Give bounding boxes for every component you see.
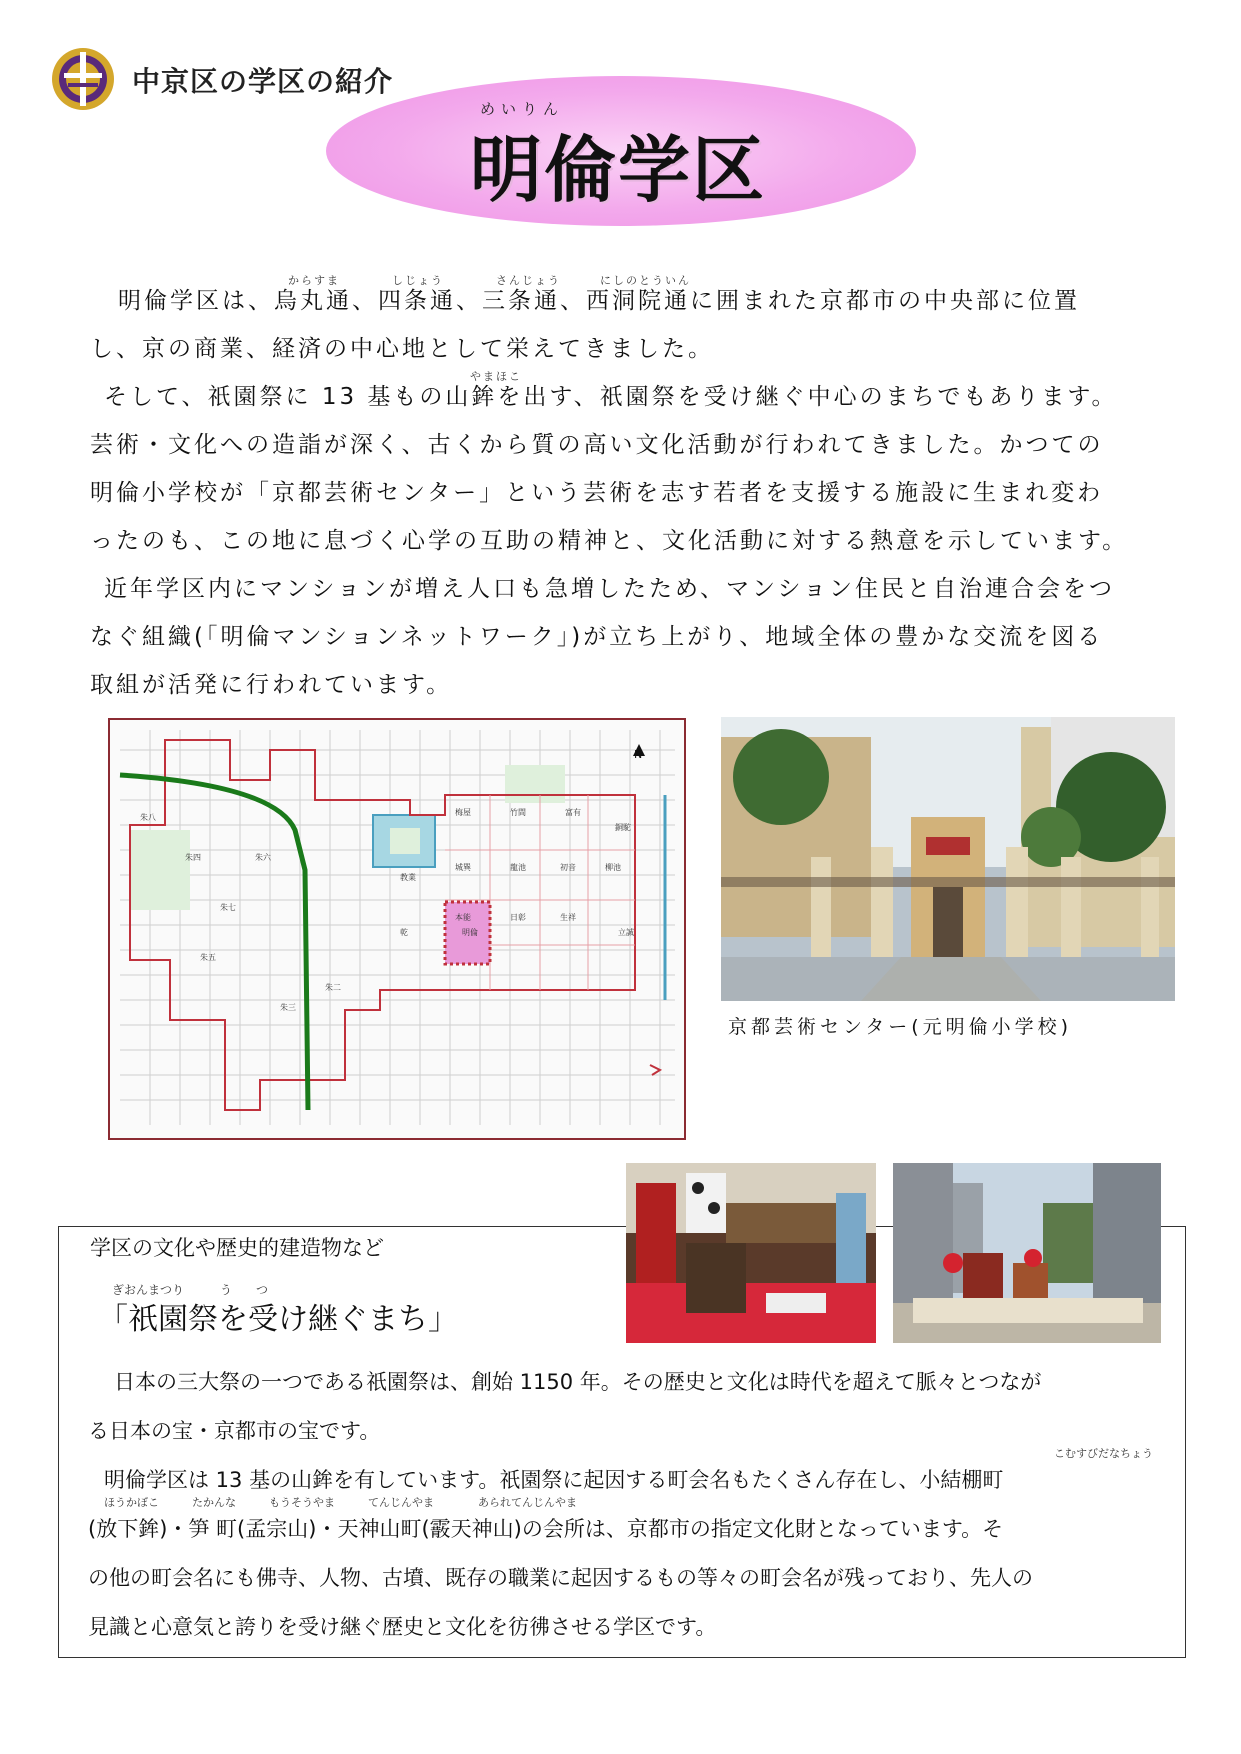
svg-text:柳池: 柳池 [605, 863, 621, 872]
intro-line-7: 近年学区内にマンションが増え人口も急増したため、マンション住民と自治連合会をつ [104, 576, 1116, 602]
photo-caption: 京都芸術センター(元明倫小学校) [728, 1016, 1073, 1038]
kyoto-art-center-photo [721, 717, 1175, 1001]
svg-text:朱八: 朱八 [140, 813, 156, 822]
svg-text:立誠: 立誠 [618, 928, 634, 937]
culture-p2-line-2: (放下鉾)・笋 町(孟宗山)・天神山町(霰天神山)の会所は、京都市の指定文化財となっています。そ [88, 1517, 1004, 1541]
svg-text:教業: 教業 [400, 873, 416, 882]
culture-title: 「祇園祭を受け継ぐまち」 [98, 1302, 458, 1337]
svg-text:朱三: 朱三 [280, 1003, 296, 1012]
intro-line-4: 芸術・文化への造詣が深く、古くから質の高い文化活動が行われてきました。かつての [90, 432, 1104, 458]
culture-p2-line-3: の他の町会名にも佛寺、人物、古墳、既存の職業に起因するもの等々の町会名が残っており、先人の [88, 1566, 1033, 1590]
intro-line-1: 明倫学区は、烏丸通、四条通、三条通、西洞院通に囲まれた京都市の中央部に位置 [118, 288, 1080, 314]
yamahoko-exhibit-photo [626, 1163, 876, 1343]
svg-text:本能: 本能 [455, 913, 471, 922]
svg-text:乾: 乾 [400, 928, 408, 937]
intro-line-2: し、京の商業、経済の中心地として栄えてきました。 [90, 336, 714, 362]
ward-emblem-logo [50, 46, 116, 112]
svg-text:朱二: 朱二 [325, 983, 341, 992]
svg-text:生祥: 生祥 [560, 913, 576, 922]
school-district-map [108, 718, 686, 1140]
ruby-chonai-names: ほうかぼこ たかんな もうそうやま てんじんやま あられてんじんやま [104, 1496, 577, 1509]
svg-text:朱四: 朱四 [185, 853, 201, 862]
intro-line-9: 取組が活発に行われています。 [90, 672, 453, 698]
ruby-street-names: からすま しじょう さんじょう にしのとういん [288, 274, 691, 287]
page-title: 明倫学区 [470, 128, 767, 212]
svg-text:朱五: 朱五 [200, 953, 216, 962]
culture-p2-line-1: 明倫学区は 13 基の山鉾を有しています。祇園祭に起因する町会名もたくさん存在し、小結棚町 [104, 1468, 1004, 1492]
culture-title-ruby: ぎおんまつり う つ [112, 1283, 269, 1297]
intro-line-6: ったのも、この地に息づく心学の互助の精神と、文化活動に対する熱意を示しています。 [90, 528, 1129, 554]
title-ruby: めいりん [480, 100, 565, 118]
header-label: 中京区の学区の紹介 [132, 65, 394, 98]
svg-text:明倫: 明倫 [462, 928, 478, 937]
map-drawing [110, 720, 684, 1138]
svg-text:城巽: 城巽 [455, 863, 471, 872]
svg-text:龍池: 龍池 [510, 863, 526, 872]
svg-text:富有: 富有 [565, 808, 581, 817]
svg-text:日彰: 日彰 [510, 913, 526, 922]
svg-text:初音: 初音 [560, 863, 576, 872]
culture-p2-line-4: 見識と心意気と誇りを受け継ぐ歴史と文化を彷彿させる学区です。 [88, 1615, 717, 1639]
culture-p1-line-1: 日本の三大祭の一つである祇園祭は、創始 1150 年。その歴史と文化は時代を超えて脈々とつなが [114, 1370, 1042, 1394]
culture-heading: 学区の文化や歴史的建造物など [90, 1236, 384, 1260]
svg-text:朱六: 朱六 [255, 853, 271, 862]
svg-text:銅駝: 銅駝 [615, 823, 631, 832]
intro-line-8: なぐ組織(「明倫マンションネットワーク」)が立ち上がり、地域全体の豊かな交流を図る [90, 624, 1104, 650]
intro-line-5: 明倫小学校が「京都芸術センター」という芸術を志す若者を支援する施設に生まれ変わ [90, 480, 1104, 506]
ruby-yamahoko: やまほこ [470, 370, 522, 383]
svg-text:梅屋: 梅屋 [455, 808, 471, 817]
culture-p1-line-2: る日本の宝・京都市の宝です。 [88, 1419, 381, 1443]
intro-line-3: そして、祇園祭に 13 基もの山鉾を出す、祇園祭を受け継ぐ中心のまちでもあります。 [104, 384, 1118, 410]
ruby-komusubidana: こむすびだなちょう [1054, 1447, 1153, 1460]
gion-parade-photo [893, 1163, 1161, 1343]
svg-text:朱七: 朱七 [220, 903, 236, 912]
svg-text:竹間: 竹間 [510, 808, 526, 817]
